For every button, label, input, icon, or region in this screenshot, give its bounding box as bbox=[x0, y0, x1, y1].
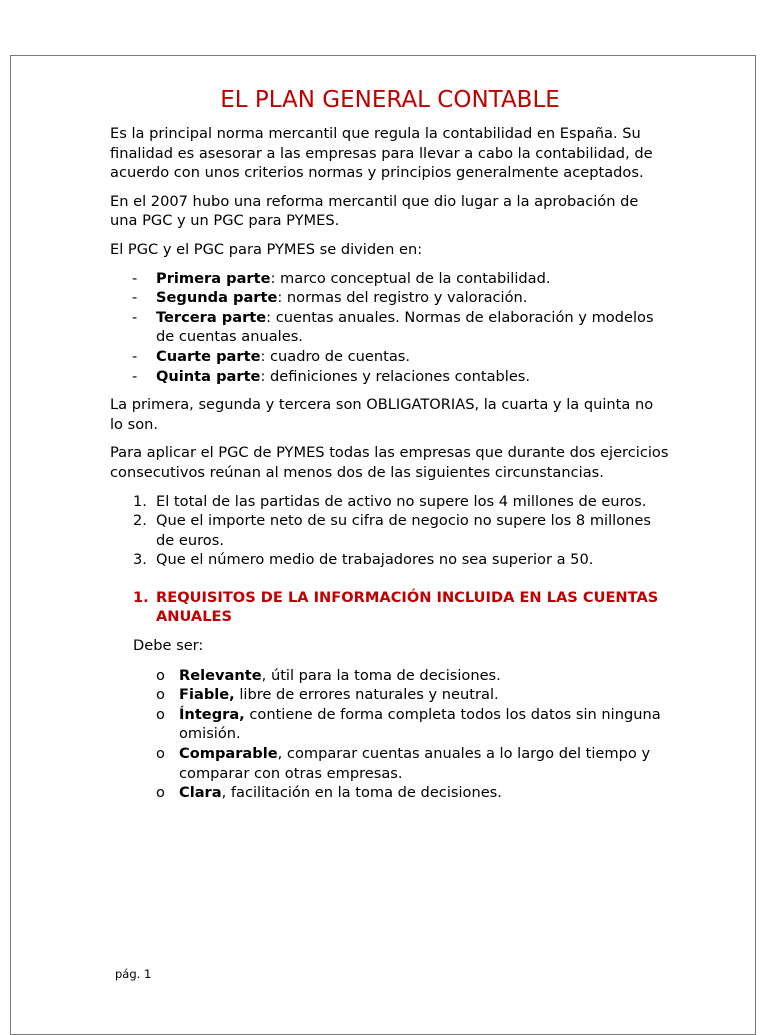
part-name: Segunda parte bbox=[156, 289, 278, 307]
list-item bbox=[110, 685, 670, 705]
part-name: Cuarte parte bbox=[156, 347, 261, 365]
part-name: Quinta parte bbox=[156, 367, 261, 385]
requirement-name: Relevante bbox=[179, 666, 262, 684]
dash-marker: - bbox=[132, 367, 138, 385]
circle-bullet-marker: o bbox=[156, 686, 165, 704]
list-item bbox=[110, 492, 670, 512]
number-marker: 1. bbox=[133, 492, 147, 510]
requirements-list bbox=[110, 666, 670, 803]
list-item bbox=[110, 511, 670, 550]
section-heading bbox=[110, 588, 670, 627]
list-item bbox=[110, 308, 670, 347]
requirement-description: contiene de forma completa todos los datos sin ninguna omisión. bbox=[179, 705, 661, 743]
parts-list bbox=[110, 269, 670, 387]
list-item bbox=[110, 666, 670, 686]
part-name: Primera parte bbox=[156, 269, 271, 287]
intro-paragraph: Es la principal norma mercantil que regula la contabilidad en España. Su finalidad es asesorar a las empresas para llevar a cabo la contabilidad, de acuerdo con unos criterios normas y principios generalmente aceptados. bbox=[110, 125, 653, 182]
requirement-description: libre de errores naturales y neutral. bbox=[234, 686, 499, 704]
circle-bullet-marker: o bbox=[156, 705, 165, 723]
requirement-name: Comparable bbox=[179, 745, 278, 763]
conditions-list bbox=[110, 492, 670, 570]
list-item bbox=[110, 288, 670, 308]
list-item bbox=[110, 783, 670, 803]
list-item bbox=[110, 347, 670, 367]
dash-marker: - bbox=[132, 289, 138, 307]
requirement-name: Clara bbox=[179, 784, 222, 802]
part-name: Tercera parte bbox=[156, 308, 267, 326]
number-marker: 2. bbox=[133, 512, 147, 530]
requirement-name: Fiable, bbox=[179, 686, 235, 704]
division-paragraph: El PGC y el PGC para PYMES se dividen en: bbox=[110, 240, 423, 258]
page-number: pág. 1 bbox=[115, 967, 152, 981]
requirement-name: Íntegra, bbox=[179, 705, 245, 723]
condition-text: Que el importe neto de su cifra de negocio no supere los 8 millones de euros. bbox=[156, 512, 651, 549]
dash-marker: - bbox=[132, 347, 138, 365]
circle-bullet-marker: o bbox=[156, 745, 165, 763]
part-description: : definiciones y relaciones contables. bbox=[260, 367, 531, 385]
list-item bbox=[110, 269, 670, 289]
section-heading-text: REQUISITOS DE LA INFORMACIÓN INCLUIDA EN LAS CUENTAS ANUALES bbox=[156, 588, 659, 626]
list-item bbox=[110, 744, 670, 783]
part-description: : marco conceptual de la contabilidad. bbox=[270, 269, 551, 287]
requirement-description: , comparar cuentas anuales a lo largo del tiempo y comparar con otras empresas. bbox=[179, 745, 651, 782]
document-page bbox=[10, 55, 756, 1035]
page-content bbox=[110, 86, 670, 812]
condition-text: El total de las partidas de activo no supere los 4 millones de euros. bbox=[156, 492, 647, 510]
mandatory-paragraph: La primera, segunda y tercera son OBLIGATORIAS, la cuarta y la quinta no lo son. bbox=[110, 396, 654, 433]
number-marker: 3. bbox=[133, 551, 147, 569]
list-item bbox=[110, 705, 670, 744]
requirement-description: , facilitación en la toma de decisiones. bbox=[221, 784, 502, 802]
condition-text: Que el número medio de trabajadores no sea superior a 50. bbox=[156, 551, 594, 569]
section-number: 1. bbox=[133, 588, 149, 606]
part-description: : cuentas anuales. Normas de elaboración y modelos de cuentas anuales. bbox=[156, 308, 654, 346]
part-description: : normas del registro y valoración. bbox=[277, 289, 528, 307]
reform-paragraph: En el 2007 hubo una reforma mercantil que dio lugar a la aprobación de una PGC y un PGC para PYMES. bbox=[110, 192, 639, 230]
circle-bullet-marker: o bbox=[156, 784, 165, 802]
pymes-paragraph: Para aplicar el PGC de PYMES todas las empresas que durante dos ejercicios consecutivos reúnan al menos dos de las siguientes circunstancias. bbox=[110, 444, 669, 481]
part-description: : cuadro de cuentas. bbox=[260, 347, 411, 365]
dash-marker: - bbox=[132, 308, 138, 326]
requirement-description: , útil para la toma de decisiones. bbox=[261, 666, 501, 684]
dash-marker: - bbox=[132, 269, 138, 287]
list-item bbox=[110, 550, 670, 570]
document-title: EL PLAN GENERAL CONTABLE bbox=[220, 87, 560, 113]
circle-bullet-marker: o bbox=[156, 666, 165, 684]
list-item bbox=[110, 367, 670, 387]
section-intro: Debe ser: bbox=[133, 637, 204, 655]
